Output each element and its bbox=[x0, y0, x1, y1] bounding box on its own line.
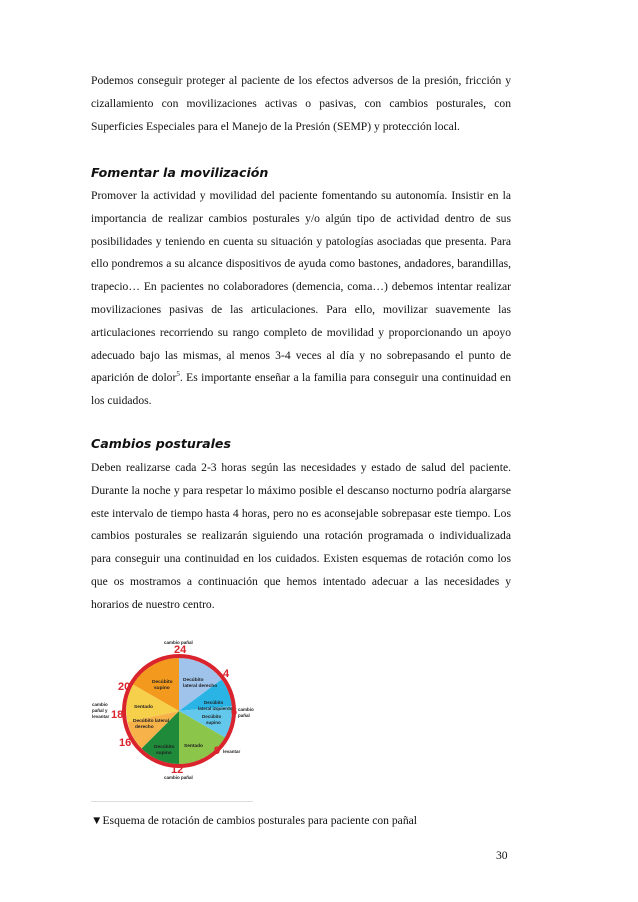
label-green-a: Decúbito bbox=[154, 745, 175, 750]
note-bottom: cambio pañal bbox=[164, 775, 193, 780]
hour-4: 4 bbox=[223, 668, 230, 680]
movilizacion-text-a: Promover la actividad y movilidad del paciente fomentando su autonomía. Insistir en la importancia de realizar cambios posturales y/o algún tipo de actividad dentro de sus posibilidades y teniendo en cuenta su situación y patologías asociadas que presenta. Para ello pondremos a su alcance dispositivos de ayuda como bastones, andadores, barandillas, trapecio… En pacientes no colaboradores (demencia, coma…) debemos intentar realizar movilizaciones pasivas de las articulaciones. Para ello, movilizar suavemente las articulaciones recorriendo su rango completo de movilidad y proporcionando un apoyo adecuado bajo las mismas, al menos 3-4 veces al día y no sobrepasando el punto de aparición de dolor bbox=[91, 189, 511, 385]
label-lightorange-b: derecho bbox=[135, 725, 154, 730]
label-blue-a: Decúbito bbox=[183, 678, 204, 683]
note-left-a: cambio bbox=[92, 702, 108, 707]
label-cyan2-a: Decúbito bbox=[202, 714, 222, 719]
label-cyan-b: lateral izquierdo bbox=[198, 706, 233, 711]
hour-16: 16 bbox=[119, 737, 132, 749]
label-sentado-left: Sentado bbox=[134, 705, 153, 710]
note-left-b: pañal y bbox=[92, 708, 108, 713]
heading-fomentar-movilizacion: Fomentar la movilización bbox=[91, 165, 269, 180]
hour-12: 12 bbox=[171, 764, 184, 776]
hour-20: 20 bbox=[118, 681, 131, 693]
movilizacion-text-b: . Es importante enseñar a la familia para conseguir una continuidad en los cuidados. bbox=[91, 371, 512, 408]
heading-cambios-posturales: Cambios posturales bbox=[91, 436, 231, 451]
page-number: 30 bbox=[496, 849, 508, 862]
label-blue-b: lateral derecho bbox=[183, 684, 218, 689]
label-sentado-bottom: Sentado bbox=[184, 744, 203, 749]
hour-24: 24 bbox=[174, 644, 187, 656]
label-orange-b: supino bbox=[154, 686, 170, 691]
hour-6: 6 bbox=[231, 706, 238, 718]
note-left-c: levantar bbox=[92, 714, 110, 719]
label-cyan-a: Decúbito bbox=[204, 700, 224, 705]
note-right-bottom: levantar bbox=[223, 749, 241, 754]
label-green-b: supino bbox=[156, 751, 172, 756]
footnote-separator bbox=[91, 801, 253, 802]
movilizacion-paragraph bbox=[91, 185, 511, 413]
label-cyan2-b: supino bbox=[206, 720, 221, 725]
footnote-reference: 5 bbox=[176, 370, 180, 379]
rotation-clock-diagram bbox=[90, 640, 260, 780]
label-orange-a: Decúbito bbox=[152, 680, 173, 685]
intro-paragraph: Podemos conseguir proteger al paciente de los efectos adversos de la presión, fricción y cizallamiento con movilizaciones activas o pasivas, con cambios posturales, con Superficies Especiales para el Manejo de la Presión (SEMP) y protección local. bbox=[91, 74, 511, 133]
note-right-a: cambio bbox=[238, 707, 254, 712]
note-right-b: pañal bbox=[238, 713, 250, 718]
figure-caption: ▼Esquema de rotación de cambios posturales para paciente con pañal bbox=[91, 814, 417, 827]
hour-9: 9 bbox=[214, 745, 221, 757]
cambios-paragraph: Deben realizarse cada 2-3 horas según las necesidades y estado de salud del paciente. Durante la noche y para respetar lo máximo posible el descanso nocturno podría alargarse este intervalo de tiempo hasta 4 horas, pero no es aconsejable sobrepasar este tiempo. Los cambios posturales se realizarán siguiendo una rotación programada o individualizada para conseguir una continuidad en los cuidados. Existen esquemas de rotación como los que os mostramos a continuación que hemos intentado adecuar a las necesidades y horarios de nuestro centro. bbox=[91, 461, 511, 611]
label-lightorange-a: Decúbito lateral bbox=[133, 719, 169, 724]
hour-18: 18 bbox=[111, 709, 124, 721]
note-top: cambio pañal bbox=[164, 640, 193, 645]
